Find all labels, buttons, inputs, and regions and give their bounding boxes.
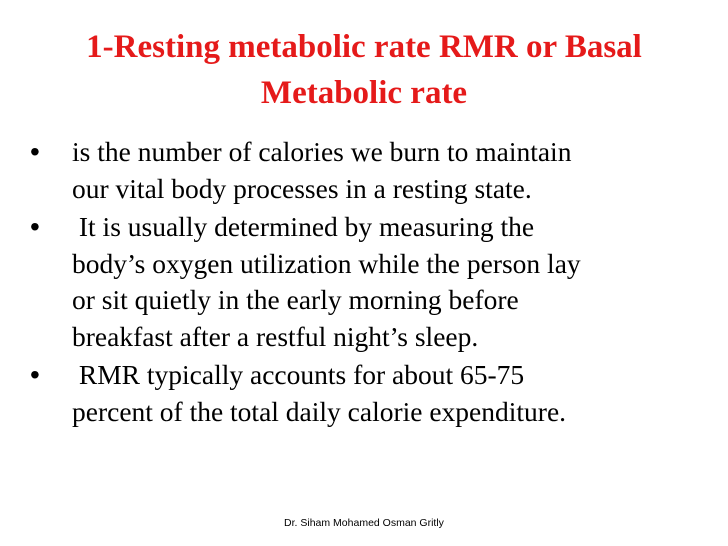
bullet-item	[30, 357, 690, 430]
slide-footer-author: Dr. Siham Mohamed Osman Gritly	[284, 517, 444, 529]
bullet-line: body’s oxygen utilization while the person lay	[72, 247, 581, 279]
bullet-icon: •	[30, 359, 40, 390]
slide-title-line-1: 1-Resting metabolic rate RMR or Basal	[86, 29, 642, 65]
bullet-line: is the number of calories we burn to maintain	[72, 136, 572, 167]
bullet-item	[30, 209, 690, 355]
slide-title	[36, 24, 692, 116]
bullet-text	[72, 134, 690, 207]
bullet-line: or sit quietly in the early morning before	[72, 284, 519, 315]
bullet-list	[30, 134, 690, 432]
bullet-text	[72, 357, 690, 430]
slide-title-line-2: Metabolic rate	[260, 75, 468, 111]
bullet-item	[30, 134, 690, 207]
bullet-icon: •	[30, 211, 40, 242]
bullet-line: breakfast after a restful night’s sleep.	[72, 320, 479, 352]
bullet-text	[72, 209, 690, 355]
bullet-line: percent of the total daily calorie expenditure.	[72, 395, 567, 427]
bullet-icon: •	[30, 136, 40, 167]
bullet-line: RMR typically accounts for about 65-75	[72, 359, 525, 390]
bullet-line: It is usually determined by measuring the	[72, 211, 535, 242]
bullet-line: our vital body processes in a resting state.	[72, 172, 532, 204]
